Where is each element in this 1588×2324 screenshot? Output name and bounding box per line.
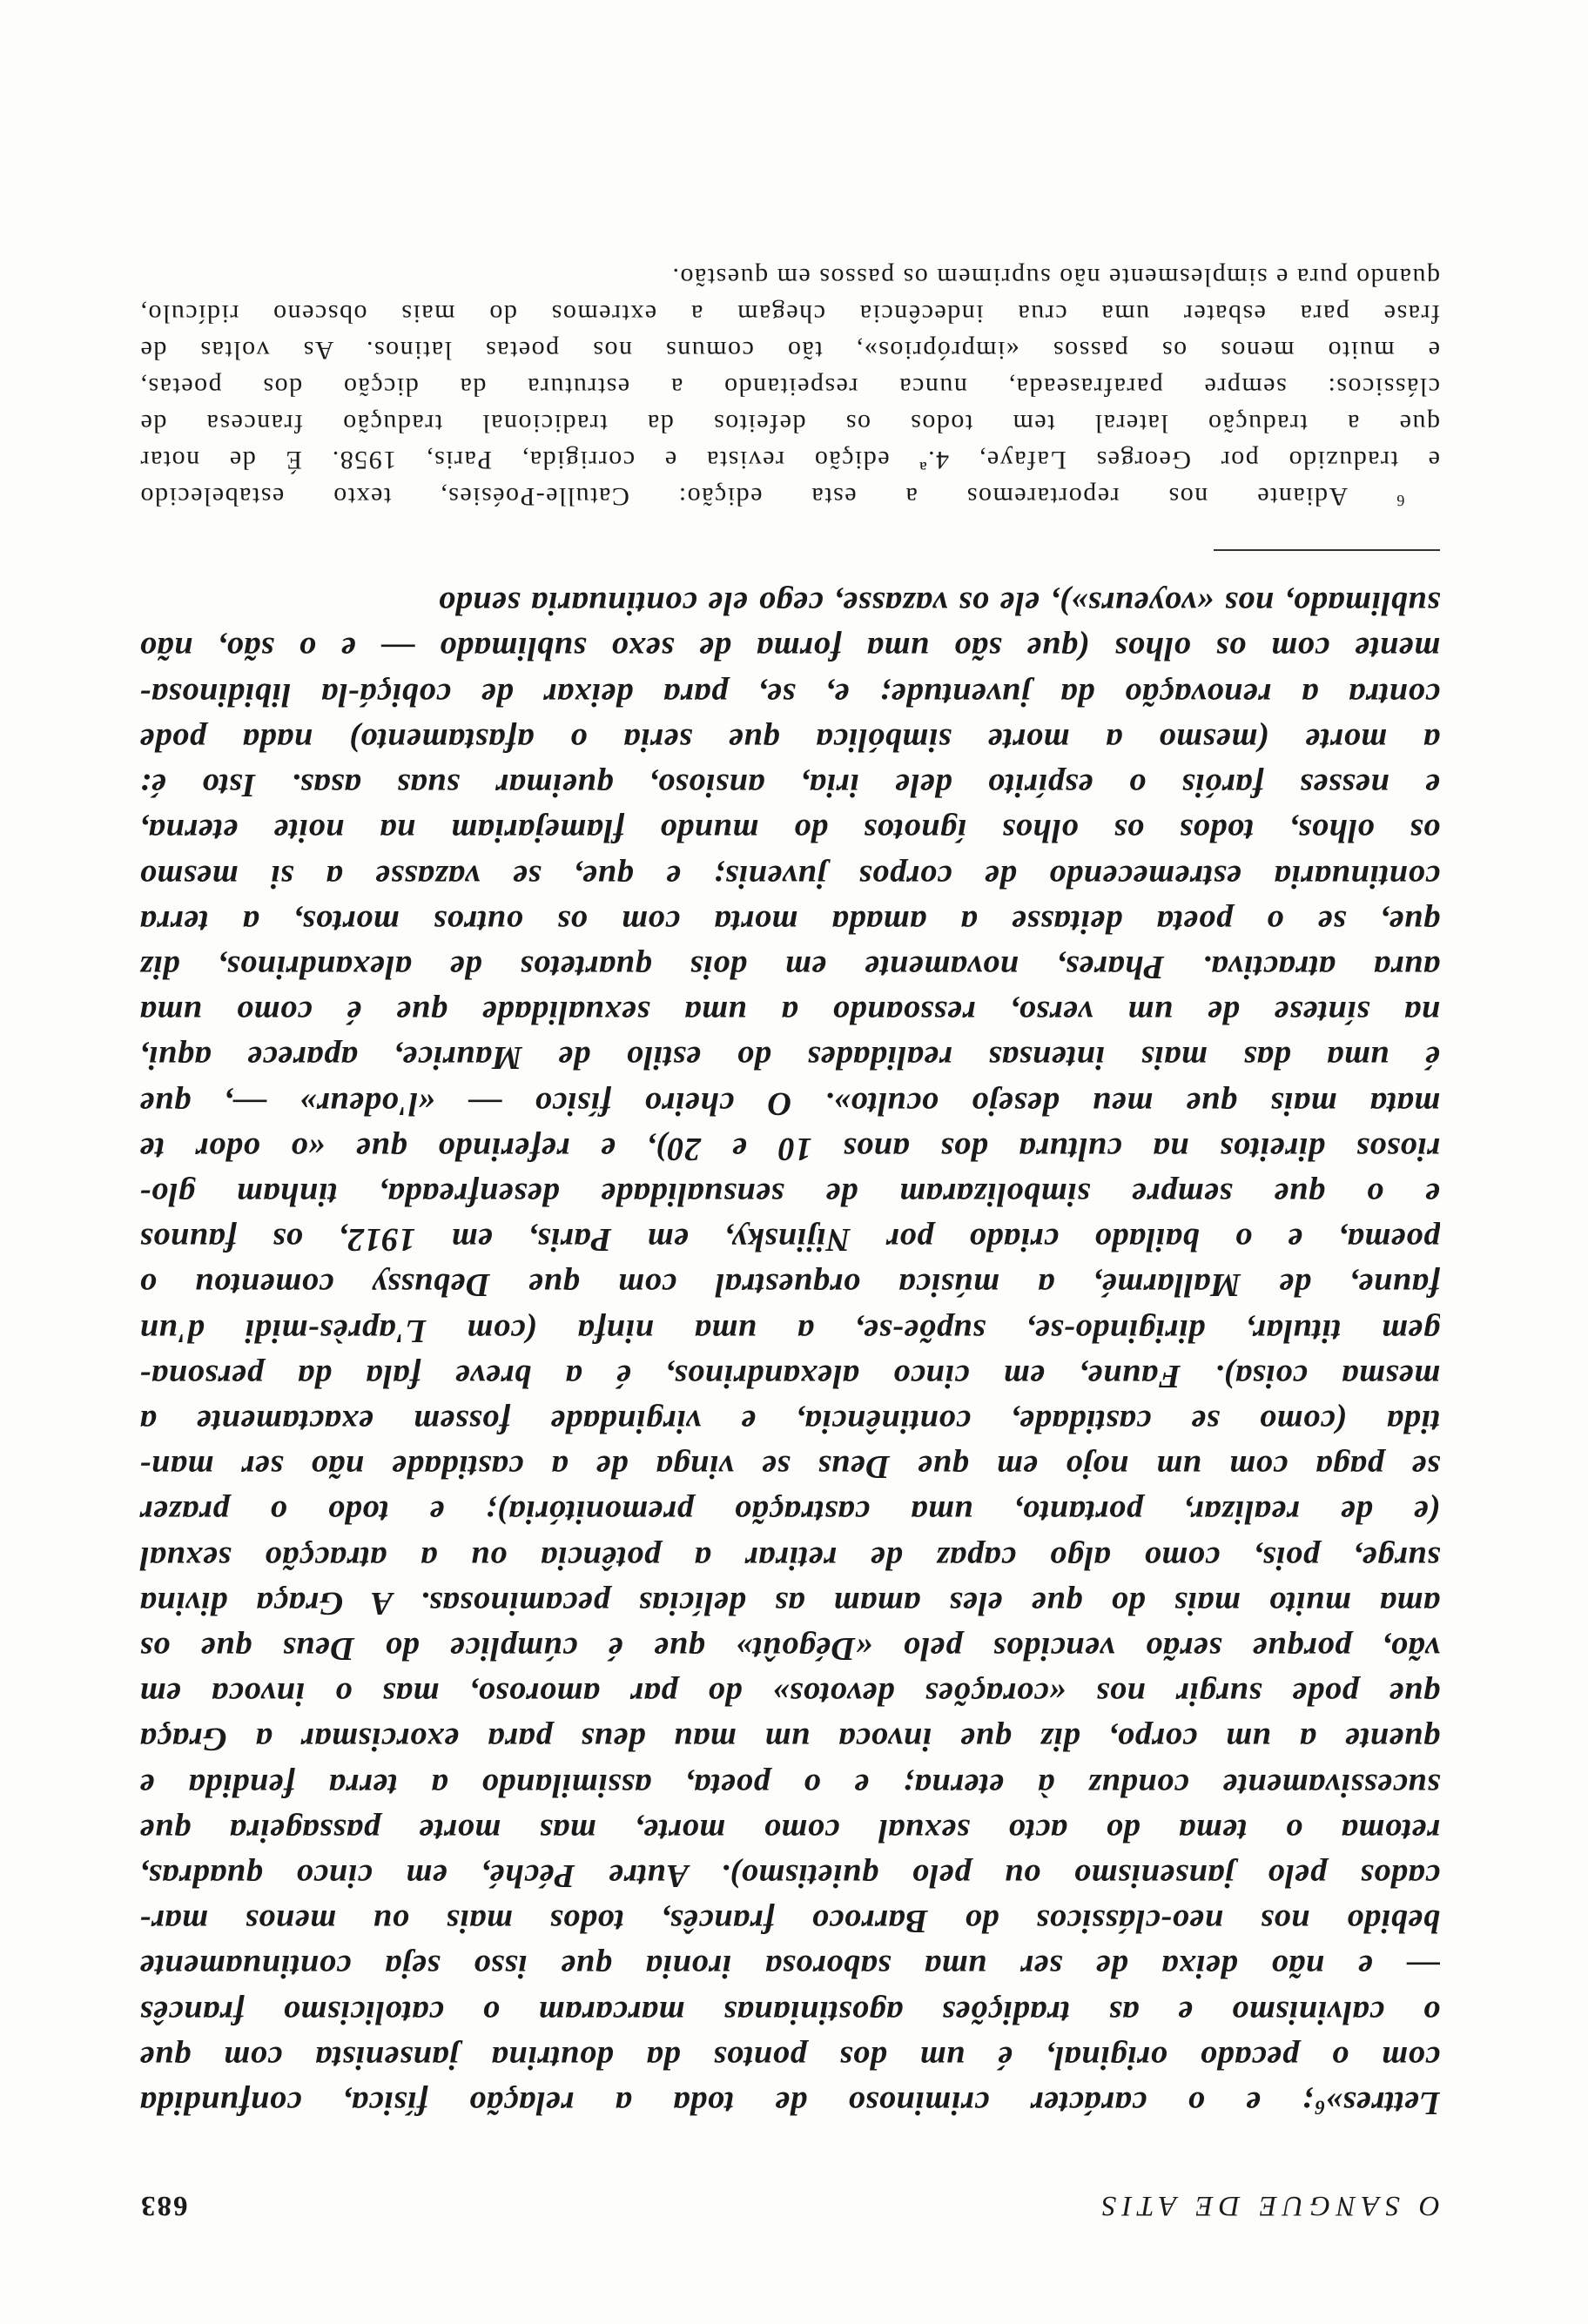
body-line: e nesses faróis o espírito dele iria, ansioso, queimar suas asas. Isto é: xyxy=(139,767,1440,804)
body-line: na síntese de um verso, ressoando a uma sexualidade que é como uma xyxy=(139,994,1440,1031)
footnote-line: frase para esbater uma crua indecência chegam a extremos do mais obsceno ridículo, xyxy=(139,299,1440,329)
body-line: riosos direitos na cultura dos anos 10 e 20), e referindo que «o odor te xyxy=(139,1130,1440,1167)
body-line: continuaria estremecendo de corpos juvenis; e que, se vazasse a si mesmo xyxy=(139,857,1440,895)
body-line: que, se o poeta deitasse a amada morta com os outros mortos, a terra xyxy=(139,903,1440,940)
body-line: — e não deixa de ser uma saborosa ironia que isso seja continuamente xyxy=(139,1948,1440,1985)
body-line: mente com os olhos (que são uma forma de sexo sublimado — e o são, não xyxy=(139,630,1440,668)
body-line: faune, de Mallarmé, a música orquestral com que Debussy comentou o xyxy=(139,1266,1440,1304)
body-line: poema, e o bailado criado por Nijinsky, em Paris, em 1912, os faunos xyxy=(139,1221,1440,1259)
body-line: se paga com um nojo em que Deus se vinga de a castidade não ser man- xyxy=(139,1448,1440,1486)
footnote-line: e muito menos os passos «impróprios», tão comuns nos poetas latinos. As voltas de xyxy=(139,336,1440,366)
footnote-line: ⁶ Adiante nos reportaremos a esta edição: Catulle-Poésies, texto estabelecido xyxy=(139,482,1405,512)
body-line: sucessivamente conduz à eterna; e o poeta, assimilando a terra fendida e xyxy=(139,1766,1440,1803)
footnote-line: quando pura e simplesmente não suprimem os passos em questão. xyxy=(670,263,1440,292)
footnote-line: e traduzido por Georges Lafaye, 4.ª edição revista e corrigida, Paris, 1958. É de notar xyxy=(139,446,1440,475)
footnote-line: clássicos: sempre parafraseada, nunca respeitando a estrutura da dicção dos poetas, xyxy=(139,373,1440,402)
body-line: mesma coisa). Faune, em cinco alexandrinos, é a breve fala da persona- xyxy=(139,1357,1440,1394)
body-line: Lettres»⁶; e o carácter criminoso de toda a relação física, confundida xyxy=(139,2085,1440,2121)
body-line: bebido nos neo-clássicos do Barroco francês, todos mais ou menos mar- xyxy=(139,1903,1440,1940)
body-line: mata mais que meu desejo oculto». O cheiro físico — «l'odeur» —, que xyxy=(139,1085,1440,1122)
body-line: e o que sempre simbolizaram de sensualidade desenfreada, tinham glo- xyxy=(139,1175,1440,1212)
body-line: a morte (mesmo a morte simbólica que seria o afastamento) nada pode xyxy=(139,721,1440,758)
body-line: surge, pois, como algo capaz de retirar a potência ou a atracção sexual xyxy=(139,1539,1440,1576)
page-sheet xyxy=(139,259,1440,2221)
body-line: contra a renovação da juventude; e, se, para deixar de cobiçá-la libidinosa- xyxy=(139,675,1440,713)
running-head xyxy=(139,2160,1440,2221)
body-line: os olhos, todos os olhos ígnotos do mundo flamejariam na noite eterna, xyxy=(139,812,1440,850)
body-line: (e de realizar, portanto, uma castração premonitória); e todo o prazer xyxy=(139,1494,1440,1531)
page-number: 683 xyxy=(139,2190,188,2221)
body-line: aura atractiva. Phares, novamente em dois quartetos de alexandrinos, diz xyxy=(139,948,1440,985)
body-line: gem titular, dirigindo-se, supõe-se, a uma ninfa (com L'après-midi d'un xyxy=(139,1312,1440,1349)
body-line: é uma das mais intensas realidades do estilo de Maurice, aparece aqui, xyxy=(139,1039,1440,1077)
body-line: que pode surgir nos «corações devotos» do par amoroso, mas o invoca em xyxy=(139,1676,1440,1713)
footnote-rule xyxy=(1214,549,1440,551)
body-line: vão, porque serão vencidos pelo «Dégoût» que é cúmplice do Deus que os xyxy=(139,1629,1440,1667)
running-title: O SANGUE DE ATIS xyxy=(1095,2190,1440,2221)
footnote-line: que a tradução lateral tem todos os defeitos da tradicional tradução francesa de xyxy=(139,409,1440,439)
body-line: quente a um corpo, diz que invoca um mau deus para exorcismar a Graça xyxy=(139,1721,1440,1758)
body-line: o calvinismo e as tradições agostinianas marcaram o catolicismo francês xyxy=(139,1993,1440,2031)
body-line: cados pelo jansenismo ou pelo quietismo). Autre Péché, em cinco quadras, xyxy=(139,1857,1440,1894)
body-line: retoma o tema do acto sexual como morte, mas morte passageira que xyxy=(139,1811,1440,1849)
body-line: tida (como se castidade, continência, e virgindade fossem exactamente a xyxy=(139,1402,1440,1440)
body-line: ama muito mais do que eles amam as delícias pecaminosas. A Graça divina xyxy=(139,1584,1440,1622)
body-line: sublimado, nos «voyeurs»), ele os vazasse, cego ele continuaria sendo xyxy=(438,585,1440,622)
body-line: com o pecado original, é um dos pontos da doutrina jansenista com que xyxy=(139,2039,1440,2076)
footnote xyxy=(139,259,1440,514)
body-text xyxy=(139,581,1440,2126)
